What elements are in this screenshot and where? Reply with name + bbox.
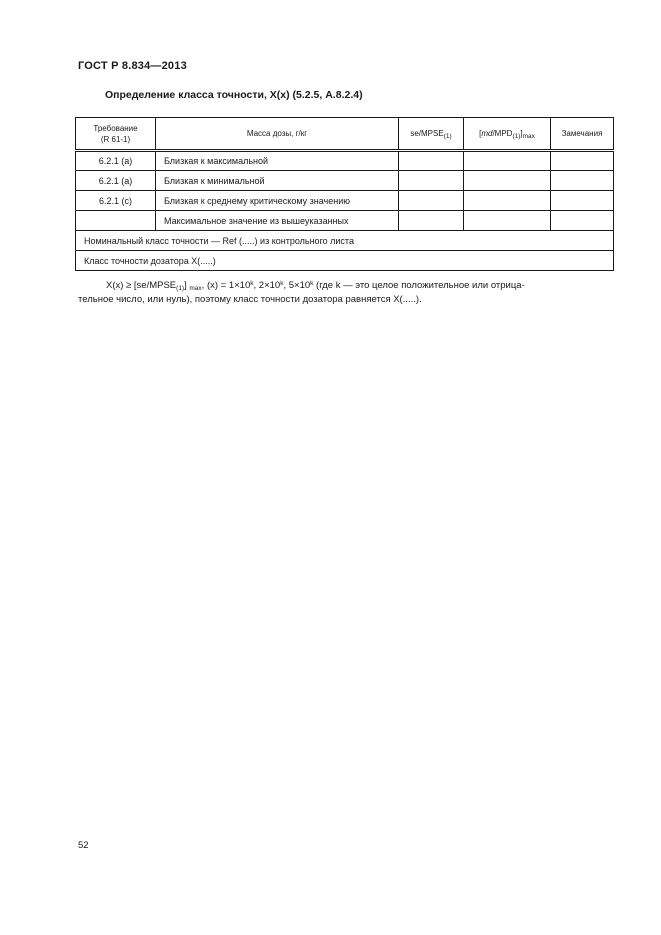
table-row bbox=[76, 191, 614, 211]
header-dose-mass: Масса дозы, г/кг bbox=[156, 118, 399, 151]
cell-dose-mass: Близкая к среднему критическому значению bbox=[156, 191, 399, 211]
cell-remarks bbox=[551, 191, 614, 211]
cell-requirement: 6.2.1 (a) bbox=[76, 151, 156, 171]
header-requirement: Требование (R 61-1) bbox=[76, 118, 156, 151]
cell-remarks bbox=[551, 151, 614, 171]
cell-remarks bbox=[551, 171, 614, 191]
body-paragraph: $Х(х) \ge [se/MPSE_{(1)}]$ $_{max}$, $(х) = 1\times 10^k$, $2\times 10^k$, $5\times 10^k$ (где k — это целое положительное или отрица- тельное число, или нуль), поэтому класс точности дозатора равняется Х(.....). bbox=[78, 280, 525, 305]
cell-se-mpse bbox=[399, 211, 464, 231]
cell-nominal-class: Номинальный класс точности — Ref (.....) из контрольного листа bbox=[76, 231, 614, 251]
table-header-row bbox=[76, 118, 614, 151]
table-row bbox=[76, 151, 614, 171]
doc-number: ГОСТ Р 8.834—2013 bbox=[78, 60, 187, 72]
cell-remarks bbox=[551, 211, 614, 231]
cell-md-mpd bbox=[464, 171, 551, 191]
cell-md-mpd bbox=[464, 191, 551, 211]
cell-se-mpse bbox=[399, 171, 464, 191]
header-se-mpse: $se/MPSE_{(1)}$ bbox=[399, 118, 464, 151]
accuracy-class-table bbox=[75, 117, 614, 271]
cell-dose-mass: Близкая к минимальной bbox=[156, 171, 399, 191]
cell-requirement: 6.2.1 (c) bbox=[76, 191, 156, 211]
cell-md-mpd bbox=[464, 151, 551, 171]
table-row bbox=[76, 211, 614, 231]
page-number: 52 bbox=[78, 840, 89, 851]
table-row bbox=[76, 171, 614, 191]
cell-dose-mass: Близкая к максимальной bbox=[156, 151, 399, 171]
cell-dose-mass: Максимальное значение из вышеуказанных bbox=[156, 211, 399, 231]
cell-md-mpd bbox=[464, 211, 551, 231]
header-md-mpd: $[md/MPD_{(1)}]_{max}$ bbox=[464, 118, 551, 151]
header-remarks: Замечания bbox=[551, 118, 614, 151]
cell-requirement bbox=[76, 211, 156, 231]
table-row-dosing-class bbox=[76, 251, 614, 271]
cell-dosing-class: Класс точности дозатора Х(.....) bbox=[76, 251, 614, 271]
section-title: Определение класса точности, Х(х) (5.2.5, А.8.2.4) bbox=[105, 89, 363, 101]
cell-se-mpse bbox=[399, 191, 464, 211]
table-row-nominal-class bbox=[76, 231, 614, 251]
cell-requirement: 6.2.1 (a) bbox=[76, 171, 156, 191]
cell-se-mpse bbox=[399, 151, 464, 171]
